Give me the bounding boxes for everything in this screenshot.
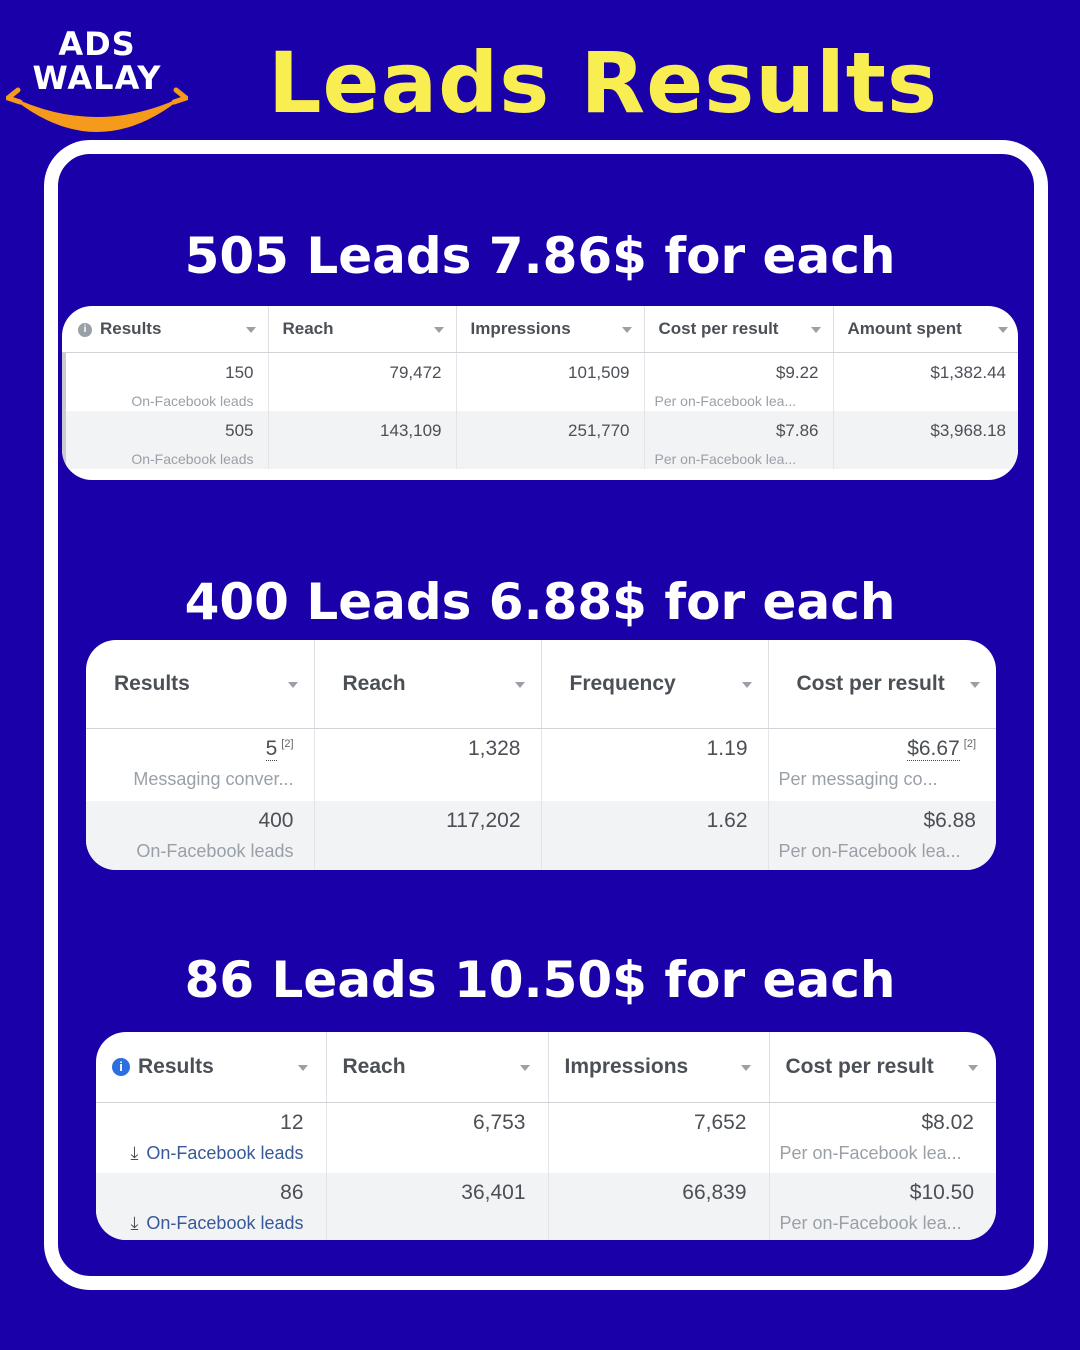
results-type: Messaging conver... (133, 769, 294, 789)
sort-caret-icon[interactable] (515, 682, 525, 688)
cost-value: $7.86 (775, 420, 819, 440)
cost-value-wrap (779, 737, 977, 761)
column-label: Results (114, 672, 190, 695)
cost-type: Per on-Facebook lea... (779, 1143, 962, 1163)
results-type-link[interactable] (106, 1143, 304, 1164)
brand-line1: ADS (58, 25, 136, 63)
column-header-results[interactable] (64, 306, 268, 353)
results-value: 400 (258, 808, 294, 832)
sort-caret-icon[interactable] (811, 327, 821, 333)
table-row[interactable] (86, 801, 996, 871)
results-value: 505 (225, 420, 254, 440)
column-label: Cost per result (658, 319, 779, 338)
cost-value: $10.50 (909, 1180, 974, 1204)
section-heading-1: 505 Leads 7.86$ for each (184, 227, 896, 285)
reach-value: 143,109 (380, 420, 442, 440)
sort-caret-icon[interactable] (968, 1065, 978, 1071)
results-type: On-Facebook leads (131, 450, 254, 467)
cost-type: Per on-Facebook lea... (654, 393, 797, 409)
amount-value: $1,382.44 (930, 363, 1006, 382)
sort-caret-icon[interactable] (246, 327, 256, 333)
sort-caret-icon[interactable] (288, 682, 298, 688)
info-icon: i (78, 323, 92, 337)
results-type[interactable]: On-Facebook leads (146, 1212, 304, 1233)
page-title: Leads Results (268, 34, 938, 132)
results-value: 150 (225, 363, 254, 382)
table-row[interactable] (96, 1173, 996, 1241)
results-type[interactable]: On-Facebook leads (146, 1143, 304, 1163)
brand-line2: WALAY (32, 59, 162, 97)
column-label: Results (100, 319, 162, 338)
results-table-3 (96, 1032, 996, 1240)
download-icon[interactable]: ⤓ (130, 1143, 139, 1163)
reach-value: 117,202 (446, 808, 521, 832)
download-icon[interactable]: ⤓ (130, 1212, 139, 1233)
cost-type: Per on-Facebook lea... (779, 1212, 962, 1233)
column-header-results[interactable] (96, 1032, 326, 1103)
column-header-cost-per-result[interactable] (644, 306, 833, 353)
frequency-value: 1.62 (706, 808, 748, 832)
sort-caret-icon[interactable] (520, 1065, 530, 1071)
impressions-value: 7,652 (693, 1111, 747, 1134)
results-type: On-Facebook leads (136, 840, 294, 861)
sort-caret-icon[interactable] (741, 1065, 751, 1071)
results-value: 12 (280, 1111, 304, 1134)
results-value-wrap (96, 737, 294, 761)
column-header-impressions[interactable] (456, 306, 644, 353)
table-row[interactable] (64, 411, 1018, 469)
impressions-value: 251,770 (568, 420, 630, 440)
results-type: On-Facebook leads (131, 393, 254, 409)
column-header-cost-per-result[interactable] (769, 1032, 996, 1103)
column-label: Reach (342, 1055, 406, 1078)
cost-type: Per on-Facebook lea... (778, 840, 961, 861)
column-header-impressions[interactable] (548, 1032, 769, 1103)
results-type-link[interactable] (106, 1213, 304, 1234)
column-label: Amount spent (847, 319, 962, 338)
cost-value: $9.22 (775, 363, 819, 382)
table-row[interactable] (64, 353, 1018, 411)
cost-value: $6.88 (923, 808, 976, 832)
results-value: 86 (280, 1180, 304, 1204)
column-header-reach[interactable] (326, 1032, 548, 1103)
sort-caret-icon[interactable] (434, 327, 444, 333)
section-heading-3: 86 Leads 10.50$ for each (184, 951, 896, 1009)
column-header-reach[interactable] (268, 306, 456, 353)
column-label: Reach (282, 319, 334, 338)
reach-value: 1,328 (467, 737, 521, 760)
cost-type: Per messaging co... (778, 769, 938, 789)
column-label: Results (138, 1055, 214, 1078)
results-table-2 (86, 640, 996, 870)
table-row[interactable] (86, 729, 996, 801)
column-label: Reach (342, 672, 406, 695)
sort-caret-icon[interactable] (298, 1065, 308, 1071)
cost-type: Per on-Facebook lea... (654, 450, 797, 467)
frequency-value: 1.19 (706, 737, 748, 760)
column-header-amount-spent[interactable] (833, 306, 1018, 353)
column-label: Impressions (470, 319, 571, 338)
sort-caret-icon[interactable] (742, 682, 752, 688)
impressions-value: 66,839 (682, 1180, 747, 1204)
sort-caret-icon[interactable] (622, 327, 632, 333)
sort-caret-icon[interactable] (998, 327, 1008, 333)
reach-value: 6,753 (472, 1111, 526, 1134)
footnote-ref: [2] (281, 738, 294, 750)
results-value: 5 (265, 737, 278, 760)
section-heading-2: 400 Leads 6.88$ for each (184, 573, 896, 631)
column-label: Cost per result (785, 1055, 934, 1078)
info-icon: i (112, 1058, 130, 1076)
smile-icon (6, 78, 188, 134)
column-label: Cost per result (796, 672, 945, 695)
table-row[interactable] (96, 1103, 996, 1173)
column-label: Frequency (569, 672, 676, 695)
reach-value: 36,401 (461, 1180, 526, 1204)
column-header-reach[interactable] (314, 640, 541, 729)
cost-value: $6.67 (907, 737, 960, 760)
column-header-results[interactable] (86, 640, 314, 729)
footnote-ref: [2] (963, 738, 976, 750)
results-table-1 (62, 306, 1018, 480)
amount-value: $3,968.18 (930, 420, 1006, 440)
sort-caret-icon[interactable] (970, 682, 980, 688)
reach-value: 79,472 (389, 363, 442, 382)
column-header-cost-per-result[interactable] (768, 640, 996, 729)
column-label: Impressions (564, 1055, 689, 1078)
cost-value: $8.02 (921, 1111, 974, 1134)
impressions-value: 101,509 (568, 363, 630, 382)
column-header-frequency[interactable] (541, 640, 768, 729)
brand-logo (6, 26, 188, 134)
